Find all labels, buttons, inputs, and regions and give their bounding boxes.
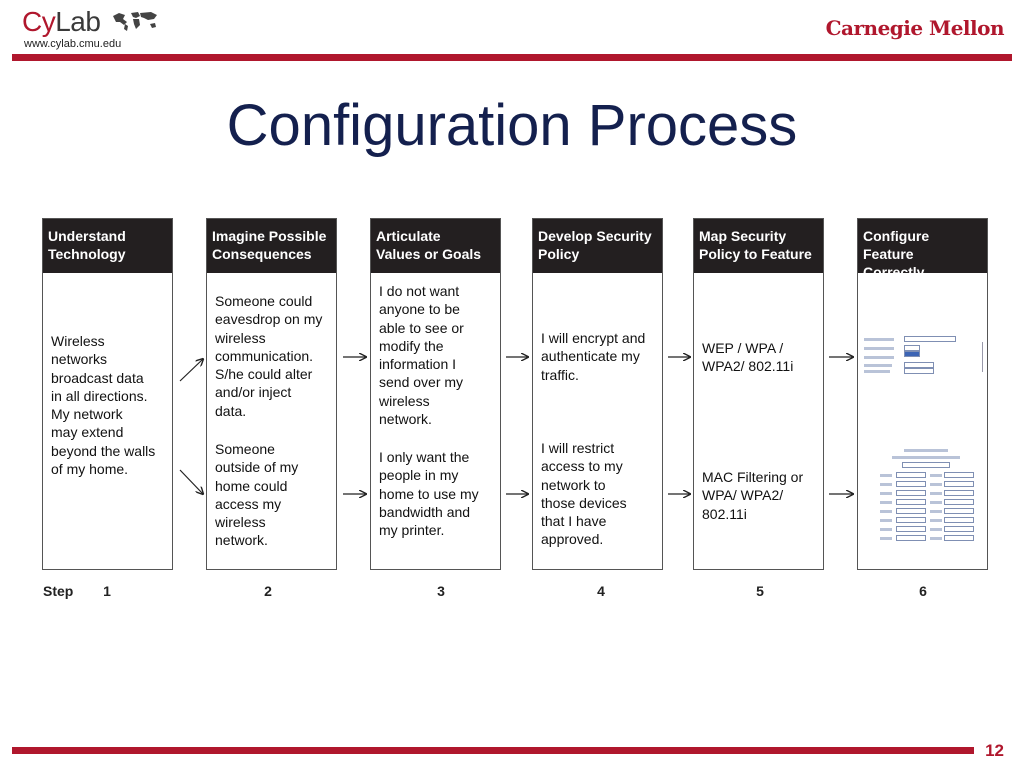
step-heading: Understand Technology bbox=[43, 219, 172, 273]
step-number: 3 bbox=[437, 583, 445, 599]
step-number: 5 bbox=[756, 583, 764, 599]
carnegie-mellon-logo: Carnegie Mellon bbox=[825, 16, 1004, 40]
step-number: 4 bbox=[597, 583, 605, 599]
step-text: MAC Filtering or WPA/ WPA2/ 802.11i bbox=[702, 469, 804, 522]
step-heading: Articulate Values or Goals bbox=[371, 219, 500, 273]
step-text: I will encrypt and authenticate my traffic. bbox=[541, 330, 646, 383]
step-heading: Imagine Possible Consequences bbox=[207, 219, 336, 273]
step-text: I only want the people in my home to use my bandwidth and my printer. bbox=[379, 449, 479, 539]
step-text: WEP / WPA / WPA2/ 802.11i bbox=[702, 340, 794, 375]
step-text: Someone could eavesdrop on my wireless communication. S/he could alter and/or inject data. bbox=[215, 293, 323, 419]
step-heading: Configure Feature Correctly bbox=[858, 219, 987, 273]
step-heading: Develop Security Policy bbox=[533, 219, 662, 273]
step-text: Wireless networks broadcast data in all directions. My network may extend beyond the walls of my home. bbox=[51, 333, 156, 478]
step-number: 2 bbox=[264, 583, 272, 599]
step-text: I do not want anyone to be able to see or modify the information I send over my wireless network. bbox=[379, 283, 464, 428]
step-heading: Map Security Policy to Feature bbox=[694, 219, 823, 273]
site-url: www.cylab.cmu.edu bbox=[24, 38, 122, 50]
step-number: 1 bbox=[103, 583, 111, 599]
arrow-icon bbox=[180, 359, 203, 381]
arrow-icon bbox=[180, 470, 203, 494]
page-number: 12 bbox=[985, 741, 1004, 760]
slide-title: Configuration Process bbox=[226, 93, 798, 158]
footer-rule bbox=[12, 747, 974, 754]
cylab-logo: CyLab bbox=[22, 6, 101, 37]
step-text: I will restrict access to my network to those devices that I have approved. bbox=[541, 440, 627, 548]
step-text: Someone outside of my home could access my wireless network. bbox=[215, 441, 299, 549]
step-label: Step bbox=[43, 583, 74, 599]
step-number: 6 bbox=[919, 583, 927, 599]
